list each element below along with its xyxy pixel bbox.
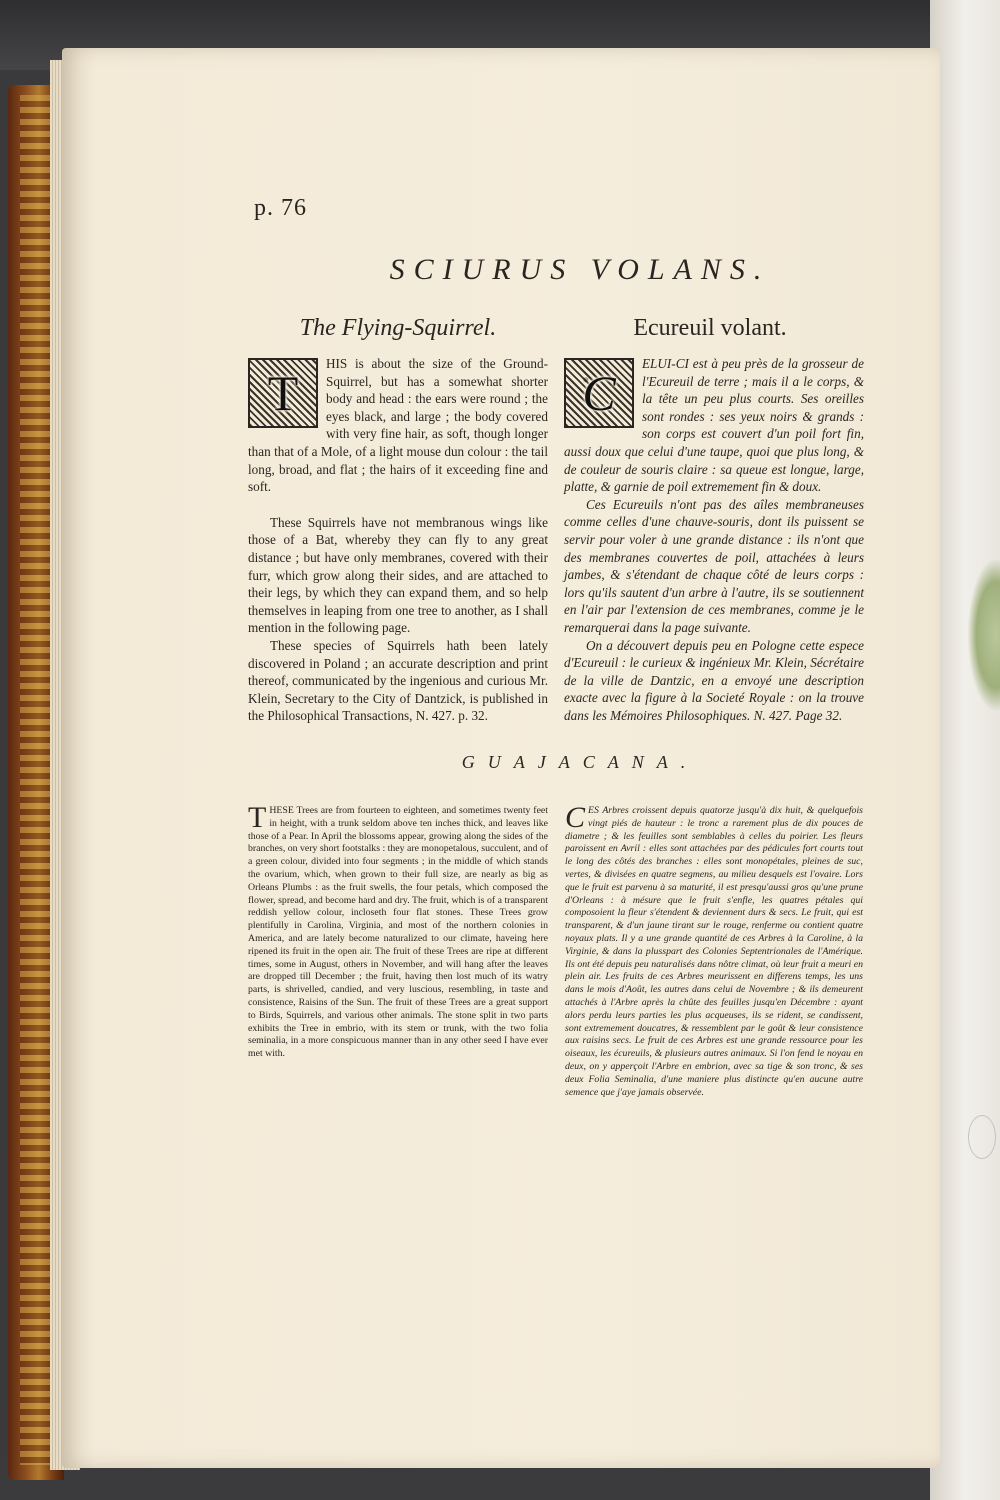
ornamental-initial: C bbox=[564, 358, 634, 428]
facing-page-illustration bbox=[968, 560, 1000, 710]
page-number: p. 76 bbox=[254, 195, 307, 221]
heading-french: Ecureuil volant. bbox=[633, 315, 787, 341]
gilt-spine-decoration bbox=[20, 95, 54, 1465]
guajacana-french-text: ES Arbres croissent depuis quatorze jusqu'à dix huit, & quelquefois vingt piés de hauteur : le tronc a rarement plus de dix pouces de diametre ; & les feuilles sont semblables à celles du poirier. Les fleurs paroissent en Avril : elles sont attachées par des pédicules fort courts tout le long des côtés des branches : elles sont monopétales, pleines de suc, vertes, & divisées en quatre segmens, au milieu desquels est l'ovaire. Lors que le fruit est parvenu à sa maturité, il est presqu'aussi gros qu'une prune d'Orleans : à mésure que le fruit s'enfle, les quatres pétales qui composoient la fleur s'étendent & deviennent durs & secs. Le fruit, qui est transparent, & d'un jaune tirant sur le rouge, renferme ou contient quatre noyaux plats. Il y a une grande quantité de ces Arbres à la Caroline, à la Virginie, & dans la plusspart des Colonies Septentrionales de l'Amérique. Ils ont été depuis peu naturalisés dans nôtre climat, où leur fruit a meuri en plein air. Les fruits de ces Arbres meurissent en differens temps, les uns dans le mois d'Août, les autres dans celui de Novembre ; & ils demeurent attachés à l'Arbre après la chûte des feuilles jusqu'en Décembre : ayant alors perdu leurs parties les plus acqueuses, ils se rident, se candissent, sont extremement doucatres, & ressemblent par le goût & leur consistence aux raisins secs. Le fruit de ces Arbres est une grande ressource pour les oiseaux, les écureuils, & plusieurs autres animaux. Si l'on fend le noyau en deux, on y apperçoit l'Arbre en embrion, avec sa tige & son tronc, & ses deux Folia Seminalia, d'une maniere plus distincte qu'en aucune autre semence que j'aye jamais observée. bbox=[565, 805, 863, 1098]
guajacana-english-column bbox=[248, 801, 548, 1061]
initial-letter: T bbox=[248, 801, 267, 834]
english-column bbox=[248, 355, 548, 725]
french-paragraph-1: ELUI-CI est à peu près de la grosseur de l'Ecureuil de terre ; mais il a le corps, & la tête un peu plus courts. Ses oreilles sont rondes : ses yeux noirs & grands : son corps est couvert d'un poil fort fin, aussi doux que celui d'une taupe, quoi que plus long, & de couleur de souris claire : sa queue est longue, large, platte, & garnie de poil extremement fin & doux. bbox=[564, 356, 864, 495]
english-paragraph-1: HIS is about the size of the Ground-Squirrel, but has a somewhat shorter body and head : the ears were round ; the eyes black, and large ; the body covered with very fine hair, as soft, though longer than that of a Mole, of a light mouse dun colour : the tail long, broad, and flat ; the hairs of it exceeding fine and soft. bbox=[248, 356, 548, 495]
ornamental-initial: T bbox=[248, 358, 318, 428]
facing-page bbox=[930, 0, 1000, 1500]
guajacana-english-text: HESE Trees are from fourteen to eighteen, and sometimes twenty feet in height, with a trunk seldom above ten inches thick, and leaves like those of a Pear. In April the blossoms appear, growing along the sides of the branches, on very short footstalks : they are monopetalous, succulent, and of a green colour, divided into four segments ; in the middle of which stands the ovarium, which, when grown to their full size, are nearly as big as Orleans Plumbs : as the fruit swells, the four petals, which composed the flower, spread, and become hard and dry. The fruit, which is of a transparent reddish yellow colour, incloseth four flat stones. These Trees grow plentifully in Carolina, Virginia, and most of the northern colonies in America, and are lately become naturalized to our climate, haveing here ripened its fruit in the open air. The fruit of these Trees are ripe at different times, some in August, others in November, and will hang after the leaves are dropped till December ; the fruit, having then lost much of its watry parts, is shrivelled, candied, and very luscious, resembling, in taste and consistence, Raisins of the Sun. The fruit of these Trees are a great support to Birds, Squirrels, and various other animals. The stone split in two parts exhibits the Tree in embrio, with its stem or trunk, with the two folia seminalia, in a more conspicuous manner than in any other seed I have ever met with. bbox=[248, 805, 548, 1060]
facing-page-stamp bbox=[968, 1115, 996, 1159]
page-title: SCIURUS VOLANS. bbox=[389, 253, 771, 286]
french-column bbox=[564, 355, 864, 724]
heading-english: The Flying-Squirrel. bbox=[299, 315, 497, 341]
guajacana-french-column bbox=[565, 801, 863, 1099]
french-paragraph-2: Ces Ecureuils n'ont pas des aîles membraneuses comme celles d'une chauve-souris, dont ils puissent se servir pour voler à une grande distance : ils n'ont que des membranes couvertes de poil, attachées à leurs jambes, & s'étendant de chaque côté de leurs corps : lors qu'ils sautent d'un arbre à l'autre, ils se soutiennent en l'air par l'extension de ces membranes, comme je le remarquerai dans la page suivante. bbox=[564, 496, 864, 635]
french-paragraph-3: On a découvert depuis peu en Pologne cette espece d'Ecureuil : le curieux & ingénieux Mr. Klein, Sécrétaire de la ville de Dantzic, en a envoyé une description exacte avec la figure à la Societé Royale : on la trouve dans les Mémoires Philosophiques. N. 427. Page 32. bbox=[564, 637, 864, 723]
initial-letter: C bbox=[565, 801, 586, 834]
english-paragraph-2: These Squirrels have not membranous wings like those of a Bat, whereby they can fly to any great distance ; but have only membranes, covered with their furr, which grow along their sides, and are attached to their legs, by which they can expand them, and so help themselves in leaping from one tree to another, as I shall mention in the following page. bbox=[248, 514, 548, 636]
english-paragraph-3: These species of Squirrels hath been lately discovered in Poland ; an accurate description and print thereof, communicated by the ingenious and curious Mr. Klein, Secretary to the City of Dantzick, is published in the Philosophical Transactions, N. 427. p. 32. bbox=[248, 637, 548, 724]
section-title-guajacana: GUAJACANA. bbox=[461, 752, 699, 772]
